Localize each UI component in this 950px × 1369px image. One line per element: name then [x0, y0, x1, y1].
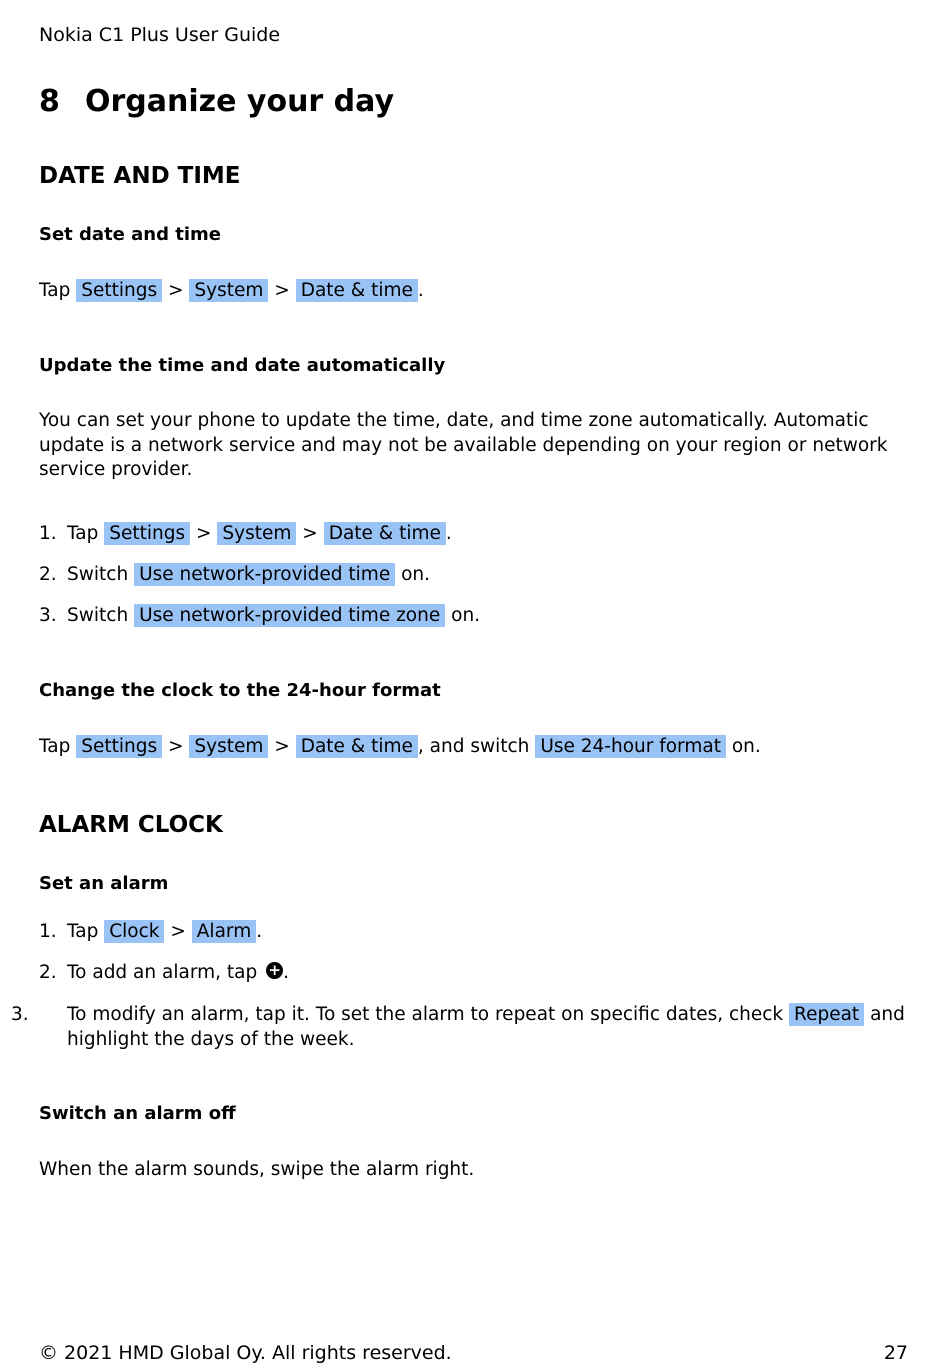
- 24-hour-format-label: Use 24-hour format: [535, 735, 726, 758]
- list-item: [39, 522, 452, 547]
- switch-alarm-off-text: When the alarm sounds, swipe the alarm right.: [39, 1159, 475, 1180]
- system-label: System: [189, 279, 268, 302]
- period: .: [283, 962, 289, 983]
- list-number: 1.: [39, 523, 57, 544]
- add-alarm-text: To add an alarm, tap: [67, 962, 258, 983]
- list-item: [39, 604, 480, 629]
- settings-label: Settings: [76, 279, 162, 302]
- system-label: System: [217, 522, 296, 545]
- list-item: [39, 961, 289, 986]
- chapter-title-text: Organize your day: [85, 84, 395, 119]
- list-number: 3.: [11, 1004, 29, 1025]
- list-number: 2.: [39, 962, 57, 983]
- alarm-label: Alarm: [192, 920, 256, 943]
- chapter-number: 8: [39, 84, 60, 119]
- set-date-time-instruction: [39, 279, 424, 304]
- page-number: 27: [883, 1342, 908, 1364]
- auto-update-paragraph: You can set your phone to update the time, date, and time zone automatically. Automatic update is a network service and may not be available depending on your region or network service provider.: [39, 410, 888, 480]
- date-time-label: Date & time: [296, 279, 418, 302]
- system-label: System: [189, 735, 268, 758]
- tap-word: Tap: [39, 736, 71, 757]
- clock-label: Clock: [104, 920, 164, 943]
- chapter-title: [39, 84, 394, 119]
- subheading-set-date-time: Set date and time: [39, 224, 222, 245]
- list-item: [39, 920, 262, 945]
- on-word: on.: [401, 564, 431, 585]
- list-number: 2.: [39, 564, 57, 585]
- copyright-footer: © 2021 HMD Global Oy. All rights reserved.: [39, 1342, 452, 1364]
- settings-label: Settings: [104, 522, 190, 545]
- list-number: 1.: [39, 921, 57, 942]
- running-title: Nokia C1 Plus User Guide: [39, 24, 281, 46]
- settings-label: Settings: [76, 735, 162, 758]
- tap-word: Tap: [39, 280, 71, 301]
- arrow-separator: >: [168, 280, 184, 301]
- tap-word: Tap: [67, 523, 99, 544]
- network-time-label: Use network-provided time: [134, 563, 395, 586]
- repeat-label: Repeat: [789, 1003, 864, 1026]
- subheading-update-automatically: Update the time and date automatically: [39, 355, 446, 376]
- period: .: [256, 921, 263, 942]
- add-circle-icon: +: [266, 962, 283, 979]
- arrow-separator: >: [196, 523, 212, 544]
- highlight-days-text: and highlight the days of the week.: [67, 1004, 905, 1050]
- subheading-24-hour-format: Change the clock to the 24-hour format: [39, 680, 441, 701]
- switch-word: Switch: [67, 564, 129, 585]
- 24-hour-instruction: [39, 735, 761, 760]
- on-word: on.: [451, 605, 481, 626]
- subheading-switch-alarm-off: Switch an alarm off: [39, 1103, 236, 1124]
- arrow-separator: >: [274, 736, 290, 757]
- period: .: [445, 523, 452, 544]
- network-time-zone-label: Use network-provided time zone: [134, 604, 445, 627]
- and-switch-text: , and switch: [417, 736, 530, 757]
- section-heading-alarm-clock: ALARM CLOCK: [39, 812, 223, 838]
- arrow-separator: >: [168, 736, 184, 757]
- date-time-label: Date & time: [296, 735, 418, 758]
- arrow-separator: >: [274, 280, 290, 301]
- switch-word: Switch: [67, 605, 129, 626]
- on-word: on.: [731, 736, 761, 757]
- arrow-separator: >: [170, 921, 186, 942]
- date-time-label: Date & time: [324, 522, 446, 545]
- period: .: [417, 280, 424, 301]
- modify-alarm-text: To modify an alarm, tap it. To set the alarm to repeat on specific dates, check: [67, 1004, 784, 1025]
- list-number: 3.: [39, 605, 57, 626]
- list-item: [11, 1003, 937, 1052]
- section-heading-date-time: DATE AND TIME: [39, 163, 241, 189]
- subheading-set-alarm: Set an alarm: [39, 873, 169, 894]
- list-item: [39, 563, 430, 588]
- arrow-separator: >: [302, 523, 318, 544]
- tap-word: Tap: [67, 921, 99, 942]
